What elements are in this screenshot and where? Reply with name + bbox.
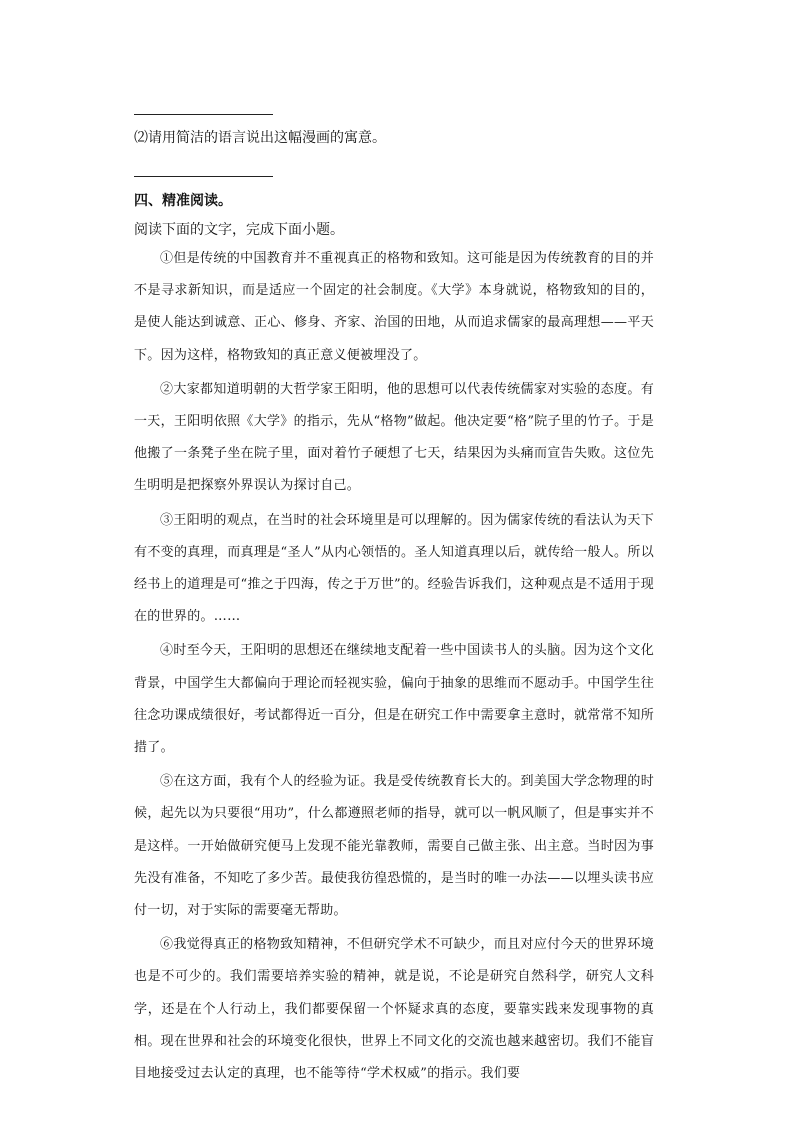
answer-blank-line xyxy=(134,114,273,115)
paragraph-5: ⑤在这方面，我有个人的经验为证。我是受传统教育长大的。到美国大学念物理的时候，起先以为只要很“用功”，什么都遵照老师的指导，就可以一帆风顺了，但是事实并不是这样。一开始做研究便马上发现不能光靠教师，需要自己做主张、出主意。当时因为事先没有准备，不知吃了多少苦。最使我彷徨恐慌的，是当时的唯一办法——以埋头读书应付一切，对于实际的需要毫无帮助。 xyxy=(134,774,654,919)
paragraph-2: ②大家都知道明朝的大哲学家王阳明，他的思想可以代表传统儒家对实验的态度。有一天，王阳明依照《大学》的指示，先从“格物”做起。他决定要“格”院子里的竹子。于是他搬了一条凳子坐在院子里，面对着竹子硬想了七天，结果因为头痛而宣告失败。这位先生明明是把探察外界误认为探讨自己。 xyxy=(134,381,654,494)
paragraph-6: ⑥我觉得真正的格物致知精神，不但研究学术不可缺少，而且对应付今天的世界环境也是不可少的。我们需要培养实验的精神，就是说，不论是研究自然科学，研究人文科学，还是在个人行动上，我们都要保留一个怀疑求真的态度，要靠实践来发现事物的真相。现在世界和社会的环境变化很快，世界上不同文化的交流也越来越密切。我们不能盲目地接受过去认定的真理，也不能等待“学术权威”的指示。我们要 xyxy=(134,937,654,1082)
question-2: ⑵请用简洁的语言说出这幅漫画的寓意。 xyxy=(134,130,386,146)
reading-instruction: 阅读下面的文字，完成下面小题。 xyxy=(134,222,344,238)
section-title: 四、精准阅读。 xyxy=(134,193,232,209)
paragraph-4: ④时至今天，王阳明的思想还在继续地支配着一些中国读书人的头脑。因为这个文化背景，中国学生大都偏向于理论而轻视实验，偏向于抽象的思维而不愿动手。中国学生往往念功课成绩很好，考试都得近一百分，但是在研究工作中需要拿主意时，就常常不知所措了。 xyxy=(134,643,654,756)
paragraph-1: ①但是传统的中国教育并不重视真正的格物和致知。这可能是因为传统教育的目的并不是寻求新知识，而是适应一个固定的社会制度。《大学》本身就说，格物致知的目的，是使人能达到诚意、正心、修身、齐家、治国的田地，从而追求儒家的最高理想——平天下。因为这样，格物致知的真正意义便被埋没了。 xyxy=(134,251,654,363)
answer-blank-line xyxy=(134,176,273,177)
paragraph-3: ③王阳明的观点，在当时的社会环境里是可以理解的。因为儒家传统的看法认为天下有不变的真理，而真理是“圣人”从内心领悟的。圣人知道真理以后，就传给一般人。所以经书上的道理是可“推之于四海，传之于万世”的。经验告诉我们，这种观点是不适用于现在的世界的。…… xyxy=(134,512,654,625)
reading-passage xyxy=(134,243,654,1090)
